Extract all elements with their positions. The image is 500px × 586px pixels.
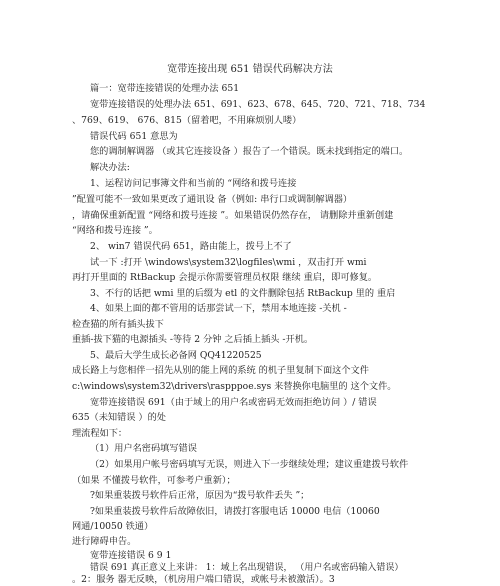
text-line: 错误 691 真正意义上来讲： 1：域上名出现错误， （用户名或密码输入错误） <box>90 563 404 573</box>
text-line: 、769、619、 676、815（留着吧，不用麻烦别人喽） <box>72 115 302 126</box>
text-line: ，请确保重新配置 “网络和拨号连接 ”。如果错误仍然存在， 请删除并重新创建 <box>72 210 394 221</box>
text-line: 进行障碍申告。 <box>72 536 137 547</box>
text-line: 篇一：宽带连接错误的处理办法 651 <box>90 83 240 94</box>
text-line: 1、运程访问记事簿文件和当前的 “网络和拨号连接 <box>90 178 297 189</box>
text-line: ?如果重装拨号软件后正常，原因为“拨号软件丢失 ”； <box>90 490 310 501</box>
text-line: 再打开里面的 RtBackup 会提示你需要管理员权限 继续 重启，即可修复。 <box>72 272 378 283</box>
text-line: 5、最后大学生成长必备网 QQ41220525 <box>90 350 262 361</box>
text-line: 3、不行的话把 wmi 里的后缀为 etl 的文件删除包括 RtBackup 里的 重启 <box>90 288 396 299</box>
text-line: 理流程如下： <box>72 428 128 439</box>
text-line: 网通/10050 铁通） <box>72 521 154 532</box>
text-line: 错误代码 651 意思为 <box>90 131 178 142</box>
text-line: （1）用户名密码填写错误 <box>90 443 197 454</box>
text-line: 宽带连接错误 691（由于域上的用户名或密码无效而拒绝访问 ）/ 错误 <box>90 397 377 408</box>
text-line: 635（未知错误 ）的处 <box>72 412 166 423</box>
text-line: 试一下 :打开 \windows\system32\logfiles\wmi ，双击打开 wmi <box>90 257 367 268</box>
text-line: 。2：服务 器无反映，（机房用户端口错误，或帐号未被激活）。3 <box>72 574 335 585</box>
text-line: 2、 win7 错误代码 651，路由能上，拨号上不了 <box>90 241 292 252</box>
text-line: ”配置可能不一致如果更改了通讯设 备（例如: 串行口或调制解调器） <box>72 194 353 205</box>
text-line: ?如果重装拨号软件后故障依旧，请拨打客服电话 10000 电信（10060 <box>90 506 380 517</box>
text-line: 检查猫的所有插头拔下 <box>72 319 164 330</box>
text-line: 宽带连接错误 6 9 1 <box>90 550 172 561</box>
text-line: 宽带连接错误的处理办法 651、691、623、678、645、720、721、718、734 <box>90 99 426 110</box>
text-line: 解决办法: <box>90 162 130 173</box>
text-line: 4、如果上面的都不管用的话那尝试一下，禁用本地连接 -关机 - <box>90 303 347 314</box>
text-line: 重插-拔下猫的电源插头 -等待 2 分钟 之后插上插头 -开机。 <box>72 334 314 345</box>
text-line: 您的调制解调器 （或其它连接设备 ）报告了一个错误。既未找到指定的端口。 <box>90 146 409 157</box>
document-title: 宽带连接出现 651 错误代码解决方法 <box>167 64 333 75</box>
text-line: 成长路上与您相伴一招先从别的能上网的系统 的机子里复制下面这个文件 <box>72 365 369 376</box>
text-line: （2）如果用户帐号密码填写无误，则进入下一步继续处理；建议重建拨号软件 <box>90 459 409 470</box>
text-line: c:\windows\system32\drivers\raspppoe.sys 来替换你电脑里的 这个文件。 <box>72 381 397 392</box>
text-line: （如果 不懂拨号软件，可参考户重新）； <box>72 475 236 486</box>
text-line: “网络和拨号连接 ”。 <box>72 225 158 236</box>
